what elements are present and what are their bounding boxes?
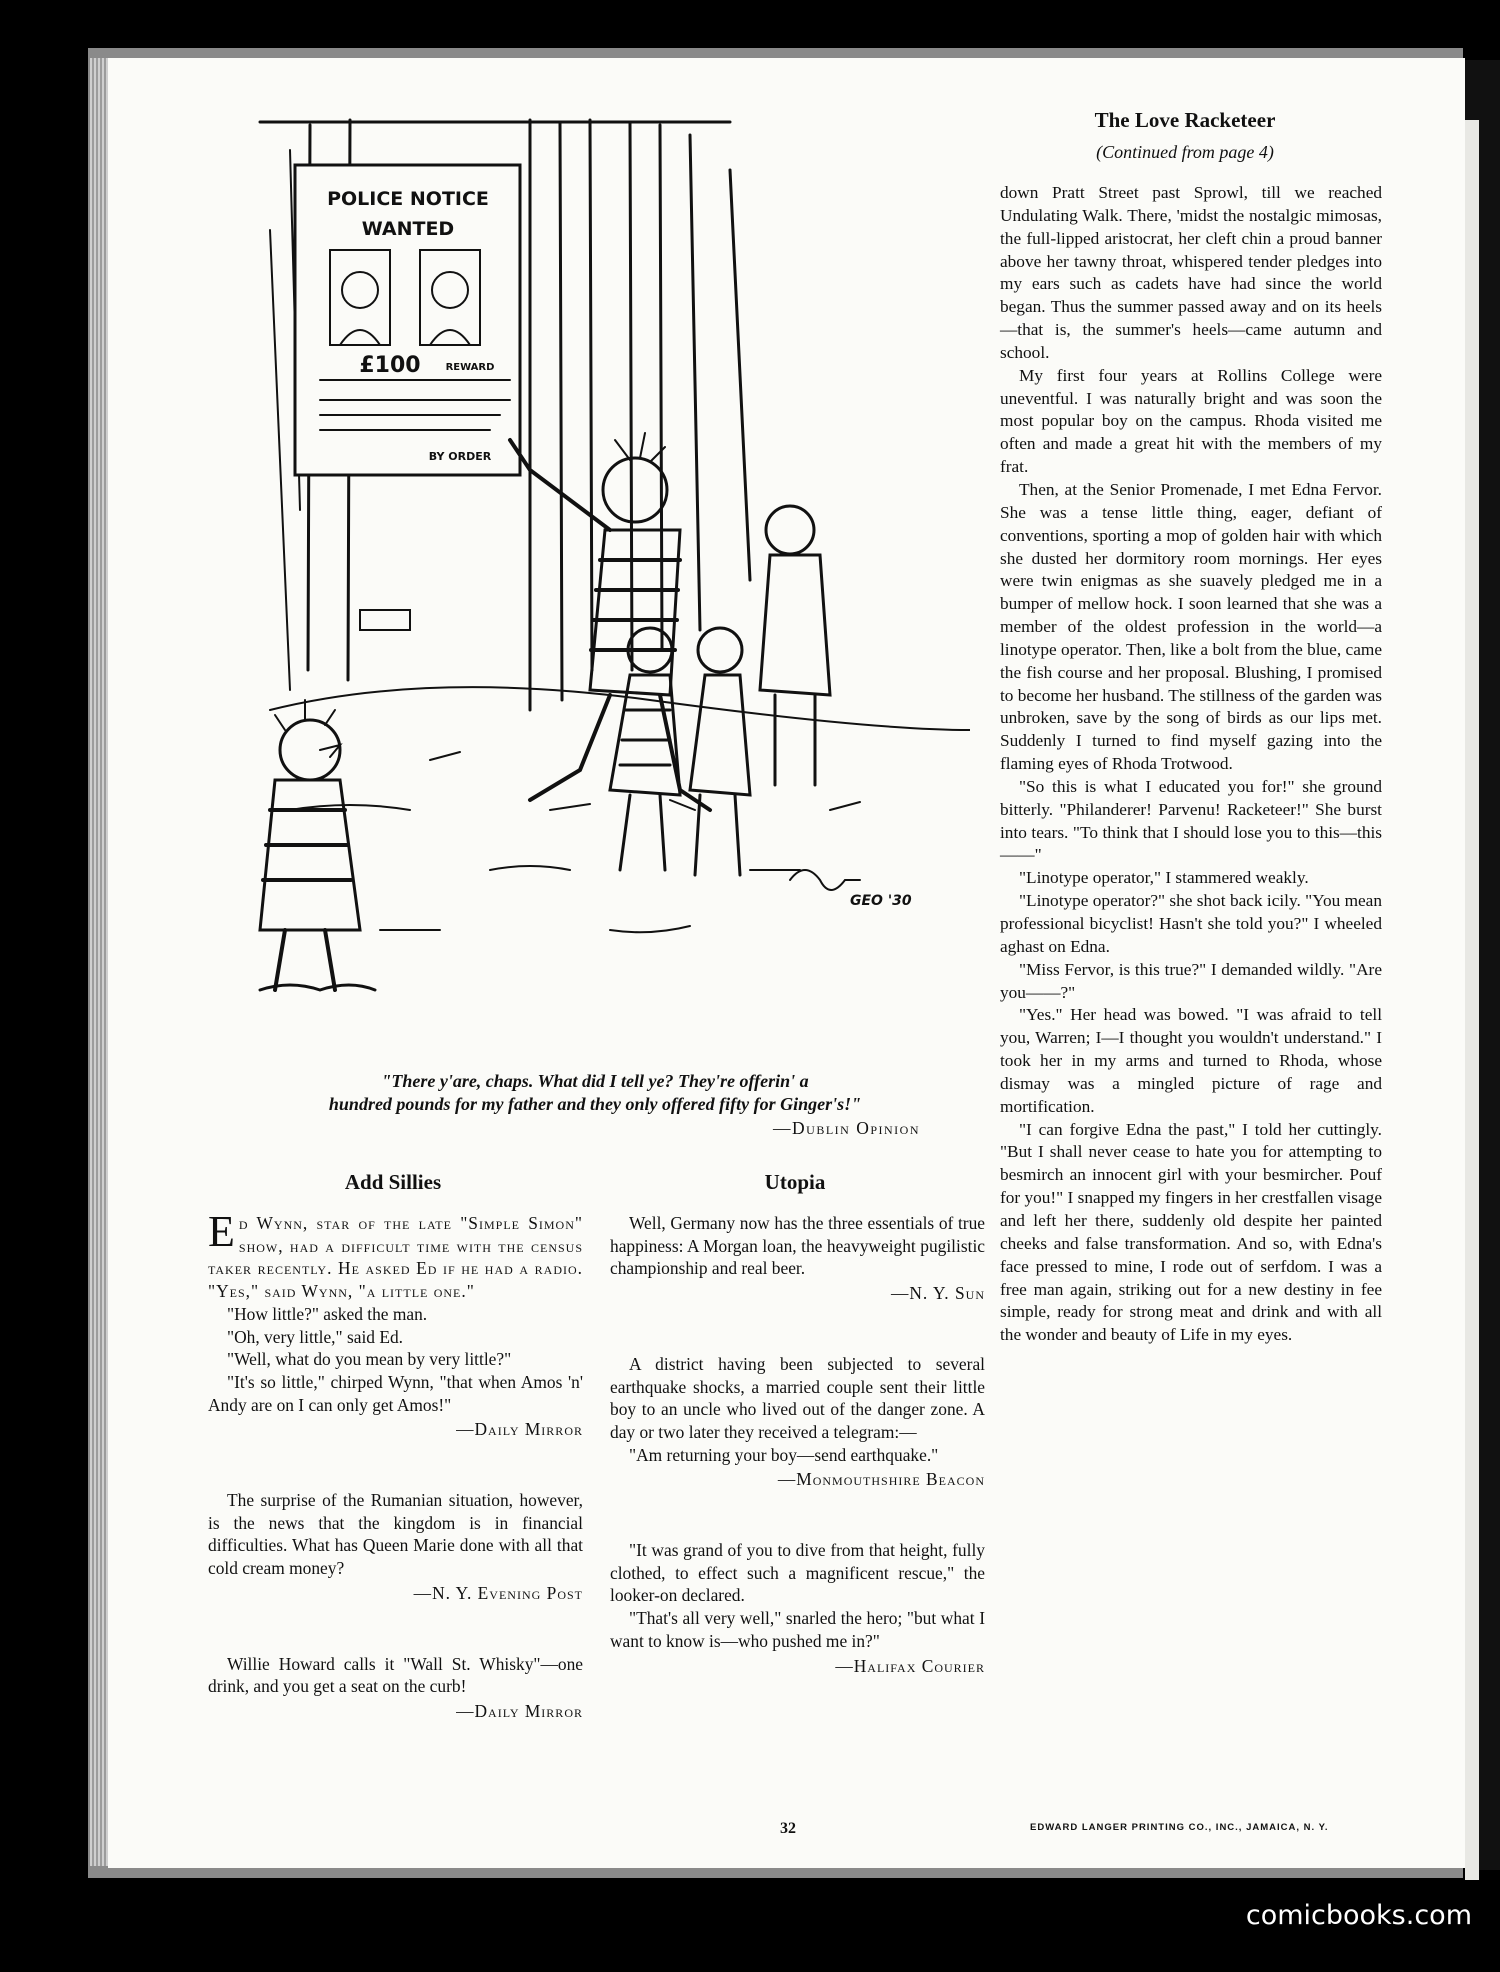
- poster-wanted: WANTED: [361, 218, 455, 240]
- source-monmouthshire-beacon: —Monmouthshire Beacon: [777, 1469, 985, 1490]
- add-sillies-p1: Ed Wynn, star of the late "Simple Simon" show, had a difficult time with the census taker recently. He asked Ed if he had a radio. "Yes," said Wynn, "a little one.": [208, 1207, 583, 1302]
- utopia-heading: Utopia: [764, 1170, 826, 1194]
- source-ny-evening-post: —N. Y. Evening Post: [413, 1582, 583, 1603]
- continued-note: (Continued from page 4): [1096, 142, 1274, 162]
- utopia-p4: "It was grand of you to dive from that height, fully clothed, to effect such a magnificent rescue," the looker-on declared.: [610, 1540, 985, 1606]
- source-daily-mirror-1: —Daily Mirror: [456, 1419, 583, 1440]
- drop-cap: E: [208, 1207, 235, 1256]
- add-sillies-heading: Add Sillies: [344, 1170, 442, 1194]
- printer-credit: EDWARD LANGER PRINTING CO., INC., JAMAICA, N. Y.: [1030, 1822, 1329, 1833]
- racketeer-p7: "Miss Fervor, is this true?" I demanded wildly. "Are you——?": [1000, 959, 1382, 1002]
- add-sillies-p2: "How little?" asked the man.: [227, 1303, 428, 1324]
- racketeer-p9: "I can forgive Edna the past," I told her cuttingly. "But I shall never cease to hate you for attempting to besmirch an innocent girl with your besmircher. Pouf for you!" I snapped my fingers in her crestfallen visage and left her there, suddenly old despite her painted cheeks and false transformation. And so, with Edna's face pressed to mine, I rode out of serfdom. I was a free man again, striking out for a new destiny in fee simple, ready for strong meat and drink and with all the wonder and beauty of Life in my eyes.: [1000, 1119, 1382, 1345]
- utopia-p2: A district having been subjected to several earthquake shocks, a married couple sent their little boy to an uncle who lived out of the danger zone. A day or two later they received a telegram:—: [610, 1353, 985, 1442]
- poster-reward-word: REWARD: [445, 362, 495, 373]
- caption-source: —Dublin Opinion: [773, 1118, 920, 1138]
- cartoon-caption: [230, 1070, 960, 1116]
- love-racketeer-column: [1000, 182, 1382, 1347]
- racketeer-p6: "Linotype operator?" she shot back icily. "You mean professional bicyclist! Hasn't she told you?" I wheeled aghast on Edna.: [1000, 891, 1382, 956]
- add-sillies-p5: "It's so little," chirped Wynn, "that when Amos 'n' Andy are on I can only get Amos!": [208, 1371, 583, 1415]
- source-halifax-courier: —Halifax Courier: [835, 1655, 985, 1676]
- add-sillies-p7: Willie Howard calls it "Wall St. Whisky"—one drink, and you get a seat on the curb!: [208, 1653, 583, 1697]
- page-number: 32: [780, 1820, 796, 1837]
- source-ny-sun: —N. Y. Sun: [890, 1283, 985, 1304]
- racketeer-p4: "So this is what I educated you for!" she ground bitterly. "Philanderer! Parvenu! Racketeer!" She burst into tears. "To think that I should lose you to this—this——": [1000, 776, 1382, 865]
- facing-page-edge: [1465, 60, 1500, 1870]
- utopia-p5: "That's all very well," snarled the hero; "but what I want to know is—who pushed me in?": [610, 1608, 985, 1651]
- racketeer-p1: down Pratt Street past Sprowl, till we reached Undulating Walk. There, 'midst the nostalgic mimosas, the full-lipped aristocrat, her cleft chin a proud banner above her tawny throat, whispered tender pledges into my ears such as cadets have had since the world began. Thus the summer passed away and on its heels—that is, the summer's heels—came autumn and school.: [1000, 183, 1382, 362]
- poster-byorder: BY ORDER: [428, 450, 492, 463]
- racketeer-p2: My first four years at Rollins College were uneventful. I was naturally bright and was soon the most popular boy on the campus. Rhoda visited me often and made a great hit with the members of my frat.: [1000, 365, 1382, 477]
- caption-line-2: hundred pounds for my father and they only offered fifty for Ginger's!": [328, 1094, 862, 1114]
- page-edge-stack: [90, 58, 108, 1866]
- racketeer-p3: Then, at the Senior Promenade, I met Edna Fervor. She was a tense little thing, eager, defiant of conventions, sporting a mop of golden hair with which she dusted her dormitory room mornings. Her eyes were twin enigmas as she suavely pledged me in a bumper of mellow hock. I soon learned that she was a member of the oldest profession in the world—a linotype operator. Then, like a bolt from the blue, came the fish course and her proposal. Blushing, I promised to become her husband. The stillness of the garden was unbroken, save by the song of birds as our lips met. Suddenly I turned to find myself gazing into the flaming eyes of Rhoda Trotwood.: [1000, 479, 1382, 774]
- love-racketeer-heading: The Love Racketeer: [1094, 108, 1276, 132]
- add-sillies-column: [208, 1207, 583, 1723]
- utopia-p3: "Am returning your boy—send earthquake.": [629, 1444, 939, 1465]
- artist-signature: GEO '30: [850, 893, 912, 909]
- add-sillies-p6: The surprise of the Rumanian situation, however, is the news that the kingdom is in financial difficulties. What has Queen Marie done with all that cold cream money?: [208, 1490, 583, 1579]
- racketeer-p5: "Linotype operator," I stammered weakly.: [1019, 868, 1309, 888]
- add-sillies-p4: "Well, what do you mean by very little?": [227, 1349, 512, 1370]
- utopia-column: [610, 1212, 985, 1677]
- site-watermark: comicbooks.com: [1245, 1900, 1472, 1931]
- racketeer-p8: "Yes." Her head was bowed. "I was afraid to tell you, Warren; I—I thought you wouldn't understand." I took her in my arms and turned to Rhoda, whose dismay was a mingled picture of rage and mortification.: [1000, 1005, 1382, 1116]
- caption-line-1: "There y'are, chaps. What did I tell ye? They're offerin' a: [381, 1071, 809, 1091]
- source-daily-mirror-2: —Daily Mirror: [456, 1700, 583, 1721]
- add-sillies-p3: "Oh, very little," said Ed.: [227, 1326, 403, 1347]
- poster-reward: £100: [359, 353, 421, 378]
- poster-title: POLICE NOTICE: [327, 188, 489, 210]
- cartoon-illustration: [230, 110, 970, 1060]
- utopia-p1: Well, Germany now has the three essentials of true happiness: A Morgan loan, the heavyweight pugilistic championship and real beer.: [610, 1213, 985, 1279]
